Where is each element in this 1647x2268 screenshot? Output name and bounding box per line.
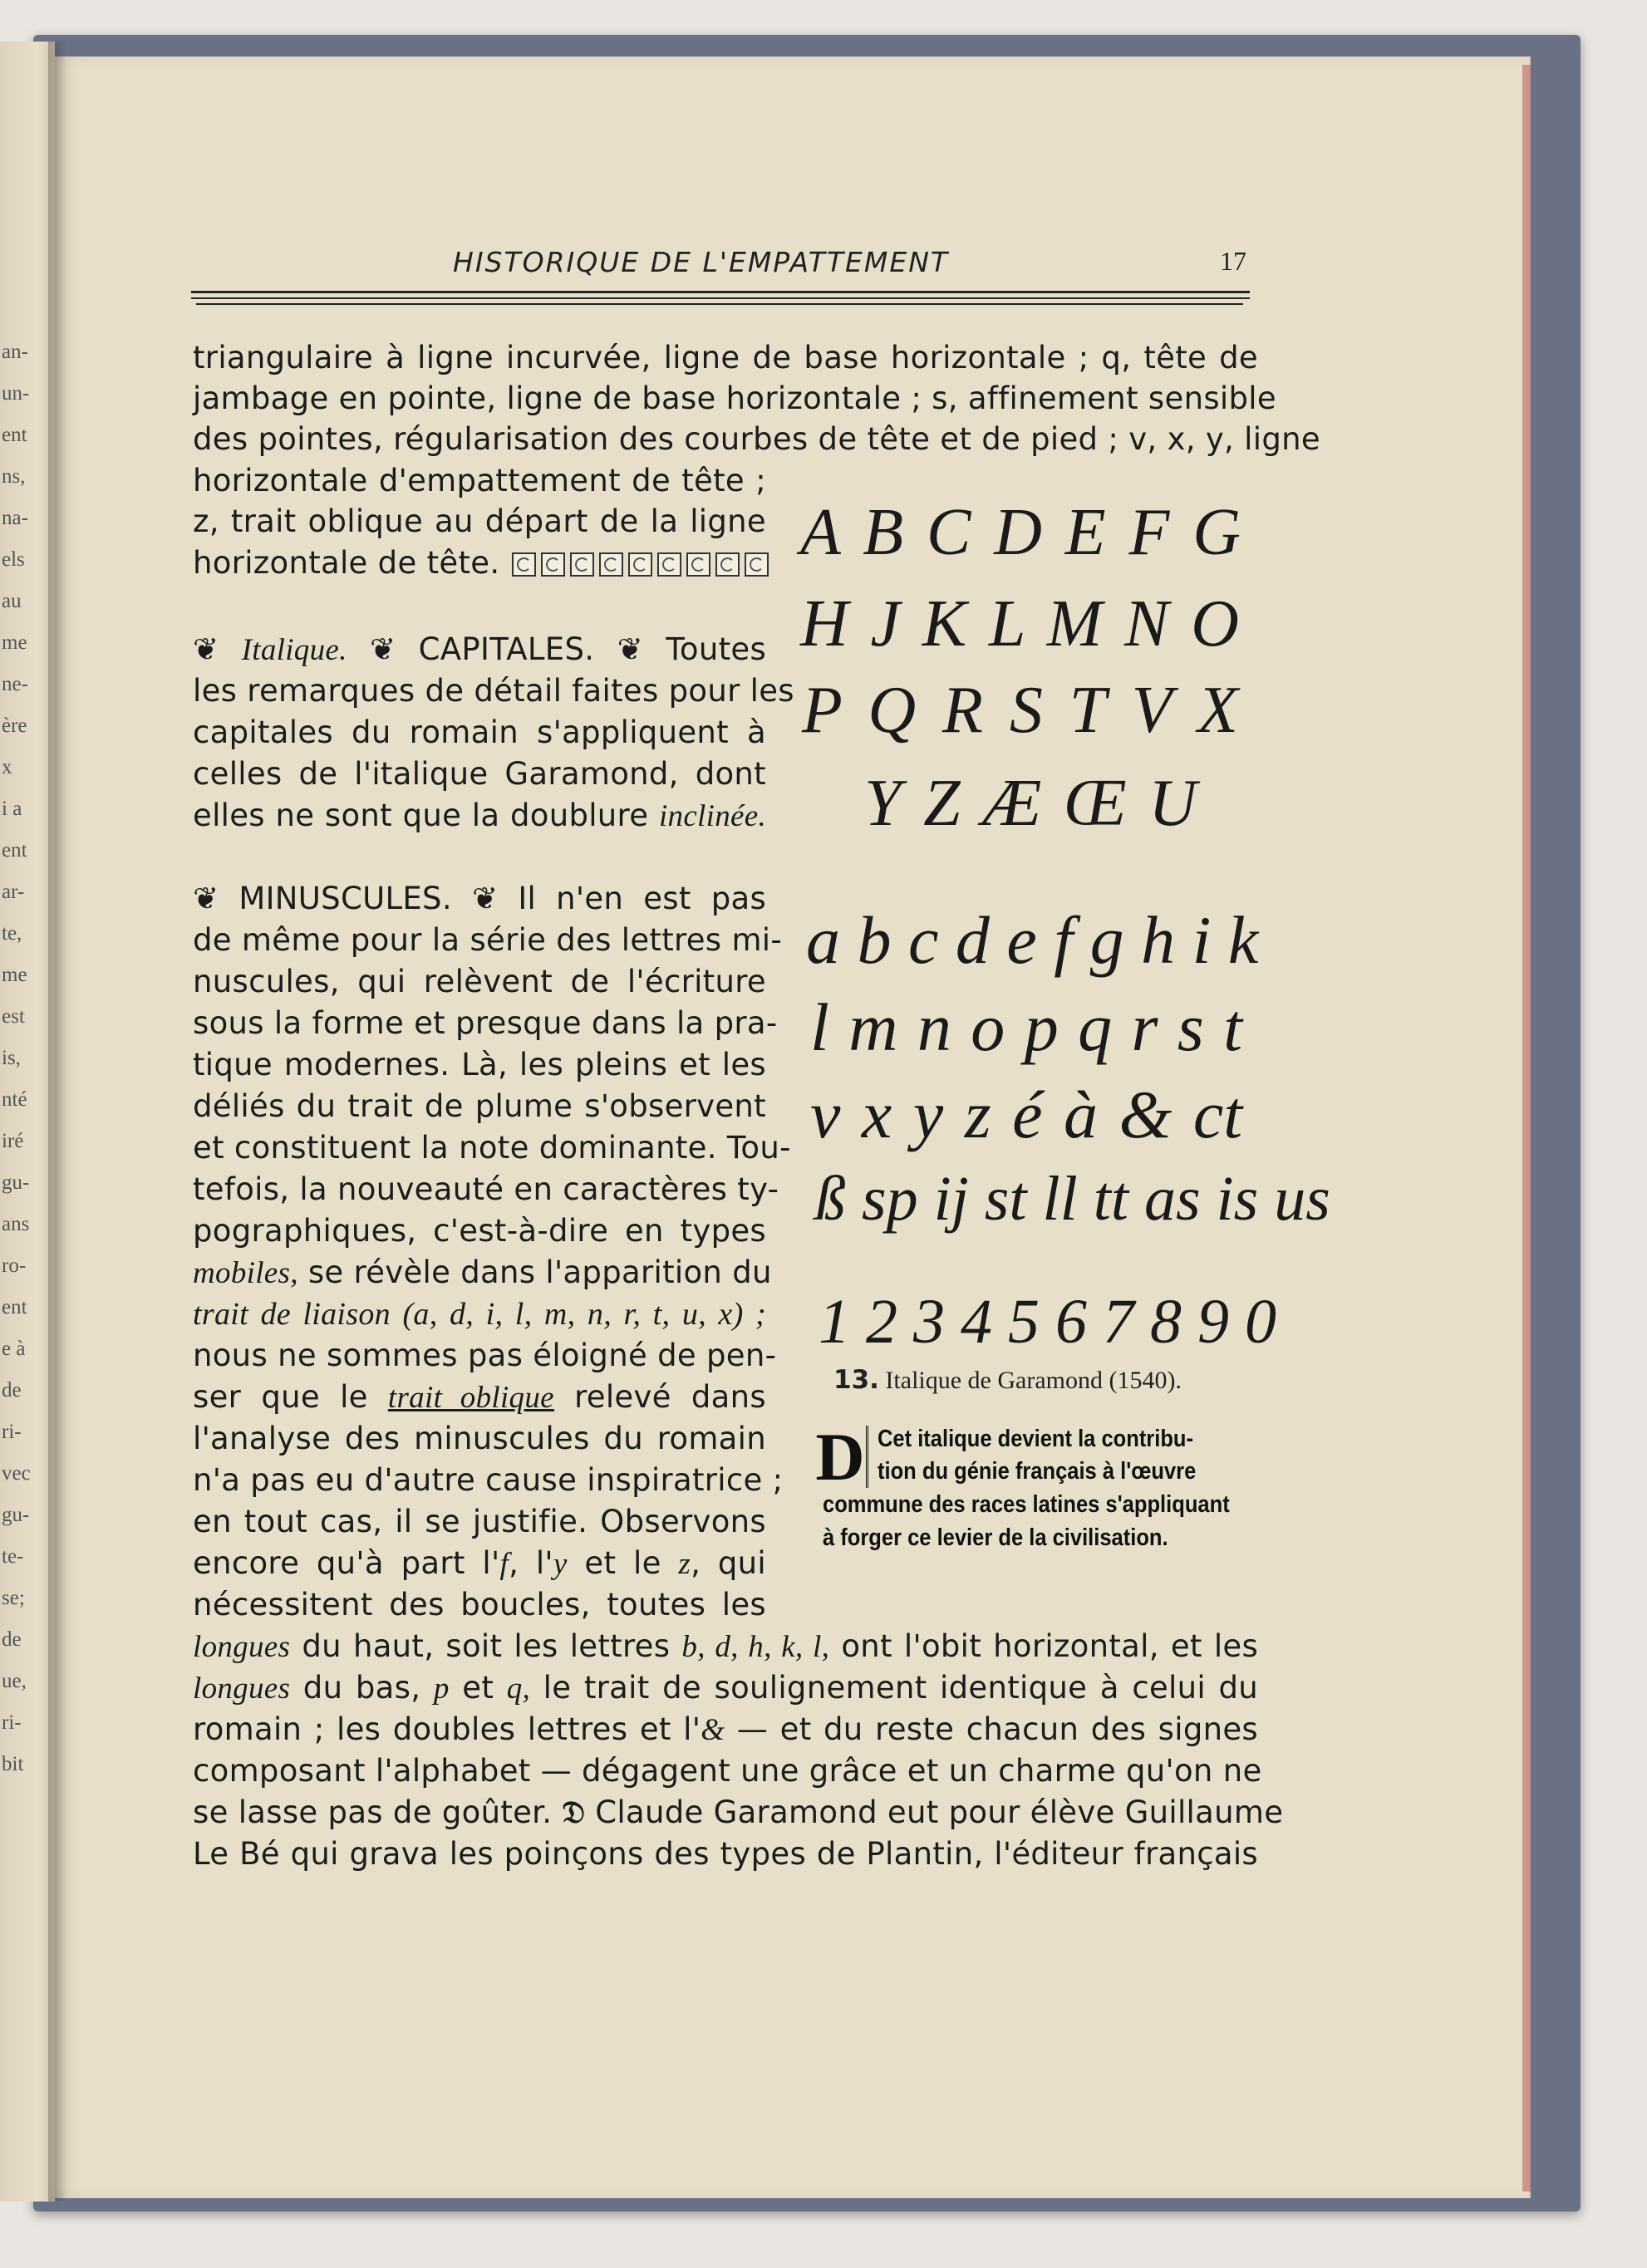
fleuron-icon: ❦ xyxy=(193,631,219,667)
text-line xyxy=(193,1628,1258,1665)
ornament-icon xyxy=(541,552,565,577)
text-span: et xyxy=(462,1670,494,1706)
previous-page-fragment: e à xyxy=(2,1338,26,1360)
previous-page-fragment: est xyxy=(2,1005,25,1028)
text-line: Le Bé qui grava les poinçons des types de Plantin, l'éditeur français xyxy=(193,1836,1258,1872)
fleuron-icon: ❦ xyxy=(617,631,643,667)
note-line: commune des races latines s'appliquant xyxy=(823,1491,1230,1518)
italic-underlined-word: trait oblique xyxy=(387,1381,554,1415)
previous-page-fragment: ent xyxy=(2,424,27,446)
text-line: z, trait oblique au départ de la ligne xyxy=(193,503,766,539)
previous-page-fragment: ri- xyxy=(2,1421,22,1443)
previous-page-fragment: te, xyxy=(2,922,22,945)
running-head: HISTORIQUE DE L'EMPATTEMENT xyxy=(453,246,950,278)
previous-page-fragment: iré xyxy=(2,1130,24,1152)
text-span: du bas, xyxy=(302,1670,421,1706)
previous-page-fragment: me xyxy=(2,964,27,986)
text-line xyxy=(193,545,766,581)
text-line: jambage en pointe, ligne de base horizontale ; s, affinement sensible xyxy=(193,380,1276,416)
previous-page-fragment: els xyxy=(2,548,25,571)
previous-page-fragment: un- xyxy=(2,382,30,405)
specimen-figures-line: 1 2 3 4 5 6 7 8 9 0 xyxy=(819,1287,1276,1357)
text-line: celles de l'italique Garamond, dont xyxy=(193,756,766,792)
page-number: 17 xyxy=(1220,246,1246,276)
figure-caption xyxy=(833,1365,1182,1395)
previous-page-fragment: ans xyxy=(2,1213,30,1235)
italic-letter: y xyxy=(553,1547,568,1581)
figure-number: 13. xyxy=(833,1365,879,1395)
text-line: l'analyse des minuscules du romain xyxy=(193,1421,766,1456)
text-span: du haut, soit les lettres xyxy=(302,1628,671,1664)
text-line: en tout cas, il se justifie. Observons xyxy=(193,1504,766,1539)
italic-letter: z xyxy=(678,1547,691,1581)
text-line xyxy=(193,1254,772,1291)
note-line: tion du génie français à l'œuvre xyxy=(878,1458,1197,1485)
ornament-icon xyxy=(512,552,536,577)
text-span: horizontale de tête. xyxy=(193,545,500,581)
text-span: se lasse pas de goûter. xyxy=(193,1794,553,1830)
previous-page-fragment: ro- xyxy=(2,1254,27,1277)
text-line: des pointes, régularisation des courbes de tête et de pied ; v, x, y, ligne xyxy=(193,421,1320,457)
drop-cap-initial: D xyxy=(814,1426,868,1488)
text-line xyxy=(193,1794,1284,1831)
ornament-icon: 𝔇 xyxy=(562,1796,586,1830)
gutter-shadow xyxy=(48,42,66,2202)
text-line: nécessitent des boucles, toutes les xyxy=(193,1587,766,1622)
text-line: pographiques, c'est-à-dire en types xyxy=(193,1213,766,1249)
ornament-icon xyxy=(628,552,652,577)
ornament-row xyxy=(509,545,771,581)
text-line: les remarques de détail faites pour les xyxy=(193,673,794,709)
text-line: tefois, la nouveauté en caractères ty- xyxy=(193,1171,779,1207)
previous-page-fragment: me xyxy=(2,631,27,654)
text-line: trait de liaison (a, d, i, l, m, n, r, t, u, x) ; xyxy=(193,1297,766,1332)
italic-word: b, d, h, k, l, xyxy=(681,1630,830,1664)
fleuron-icon: ❦ xyxy=(471,881,499,916)
italic-heading: Italique. xyxy=(241,633,347,667)
previous-page-fragment: ue, xyxy=(2,1670,27,1692)
text-line: horizontale d'empattement de tête ; xyxy=(193,463,766,498)
ornament-icon xyxy=(657,552,681,577)
ornament-icon xyxy=(686,552,710,577)
italic-letter: p xyxy=(433,1672,450,1706)
previous-page-fragment: an- xyxy=(2,341,28,363)
specimen-lowercase-line: l m n o p q r s t xyxy=(810,989,1242,1065)
specimen-capitals-line: P Q R S T V X xyxy=(802,674,1238,747)
text-span: le trait de soulignement identique à celui du xyxy=(543,1670,1259,1706)
text-span: , l' xyxy=(509,1545,553,1581)
previous-page-fragment: de xyxy=(2,1379,22,1402)
previous-page-fragment: de xyxy=(2,1628,22,1651)
text-span: se révèle dans l'apparition du xyxy=(307,1254,772,1290)
specimen-ligatures-line: ß sp ij st ll tt as is us xyxy=(814,1164,1330,1234)
note-line: Cet italique devient la contribu- xyxy=(878,1426,1194,1452)
text-span: Il n'en est pas xyxy=(518,881,767,916)
previous-page-fragment: au xyxy=(2,590,22,612)
header-rule-thin xyxy=(191,297,1250,299)
ornament-icon xyxy=(599,552,623,577)
text-span: — et du reste chacun des signes xyxy=(725,1711,1258,1747)
text-line: et constituent la note dominante. Tou- xyxy=(193,1130,791,1166)
italic-letter: q, xyxy=(506,1672,531,1706)
previous-page-fragment: ent xyxy=(2,1296,27,1318)
specimen-capitals-line: H J K L M N O xyxy=(800,587,1239,660)
text-line xyxy=(193,798,766,834)
header-rule xyxy=(191,291,1250,293)
text-line xyxy=(193,1670,1258,1706)
text-line: déliés du trait de plume s'observent xyxy=(193,1088,766,1124)
note-line: à forger ce levier de la civilisation. xyxy=(823,1524,1168,1551)
text-line: nous ne sommes pas éloigné de pen- xyxy=(193,1338,777,1373)
previous-page-fragment: x xyxy=(2,756,12,778)
text-span: Claude Garamond eut pour élève Guillaume xyxy=(595,1794,1284,1830)
ampersand-glyph: & xyxy=(701,1713,725,1747)
previous-page-fragment: ne- xyxy=(2,673,28,695)
text-line: n'a pas eu d'autre cause inspiratrice ; xyxy=(193,1462,784,1498)
text-span: Toutes xyxy=(666,631,767,667)
italic-word: inclinée. xyxy=(658,799,767,833)
italic-word: mobiles, xyxy=(193,1256,298,1290)
text-span: elles ne sont que la doublure xyxy=(193,798,649,833)
previous-page-fragment: gu- xyxy=(2,1504,30,1526)
book-page xyxy=(55,56,1529,2198)
text-span: ont l'obit horizontal, et les xyxy=(841,1628,1259,1664)
text-line xyxy=(193,1545,766,1582)
previous-page-fragment: is, xyxy=(2,1047,21,1069)
text-line: nuscules, qui relèvent de l'écriture xyxy=(193,964,766,999)
text-span: , qui xyxy=(691,1545,766,1581)
previous-page-fragment: gu- xyxy=(2,1171,30,1194)
text-line xyxy=(193,631,766,668)
text-line: sous la forme et presque dans la pra- xyxy=(193,1005,778,1041)
text-line: de même pour la série des lettres mi- xyxy=(193,922,783,958)
fleuron-icon: ❦ xyxy=(370,631,396,667)
fleuron-icon: ❦ xyxy=(193,881,219,916)
header-rule-thin xyxy=(196,303,1243,305)
text-span: encore qu'à part l' xyxy=(193,1545,500,1581)
previous-page-fragment: vec xyxy=(2,1462,31,1485)
text-line xyxy=(193,1379,766,1416)
page-red-edge xyxy=(1522,65,1531,2192)
text-line: composant l'alphabet — dégagent une grâce et un charme qu'on ne xyxy=(193,1753,1262,1789)
italic-word: longues xyxy=(193,1672,291,1706)
small-caps-heading: MINUSCULES. xyxy=(238,881,452,916)
previous-page-fragment: ns, xyxy=(2,465,26,488)
specimen-lowercase-line: v x y z é à & ct xyxy=(810,1077,1242,1152)
previous-page-fragment: ent xyxy=(2,839,27,862)
small-caps-heading: CAPITALES. xyxy=(418,631,595,667)
figure-caption-text: Italique de Garamond (1540). xyxy=(885,1367,1182,1394)
ornament-icon xyxy=(745,552,769,577)
text-line: tique modernes. Là, les pleins et les xyxy=(193,1047,766,1082)
text-line: triangulaire à ligne incurvée, ligne de base horizontale ; q, tête de xyxy=(193,340,1258,376)
previous-page-fragment: ri- xyxy=(2,1711,22,1734)
specimen-capitals-line: Y Z Æ Œ U xyxy=(864,767,1197,840)
previous-page-fragment: ar- xyxy=(2,881,25,903)
specimen-lowercase-line: a b c d e f g h i k xyxy=(806,902,1259,978)
italic-letter: f xyxy=(499,1547,509,1581)
previous-page-fragment: bit xyxy=(2,1753,24,1775)
text-span: relevé dans xyxy=(574,1379,766,1415)
text-span: et le xyxy=(567,1545,679,1581)
ornament-icon xyxy=(570,552,594,577)
text-span: romain ; les doubles lettres et l' xyxy=(193,1711,701,1747)
text-span: ser que le xyxy=(193,1379,368,1415)
text-line: capitales du romain s'appliquent à xyxy=(193,714,766,750)
previous-page-fragment: nté xyxy=(2,1088,27,1111)
previous-page-edge xyxy=(0,42,55,2202)
italic-word: longues xyxy=(193,1630,291,1664)
text-line xyxy=(193,881,766,916)
specimen-capitals-line: A B C D E F G xyxy=(800,496,1241,569)
previous-page-fragment: i a xyxy=(2,798,22,820)
text-line xyxy=(193,1711,1258,1748)
previous-page-fragment: ère xyxy=(2,714,27,737)
ornament-icon xyxy=(715,552,740,577)
previous-page-fragment: te- xyxy=(2,1545,24,1568)
previous-page-fragment: se; xyxy=(2,1587,25,1609)
previous-page-fragment: na- xyxy=(2,507,28,529)
